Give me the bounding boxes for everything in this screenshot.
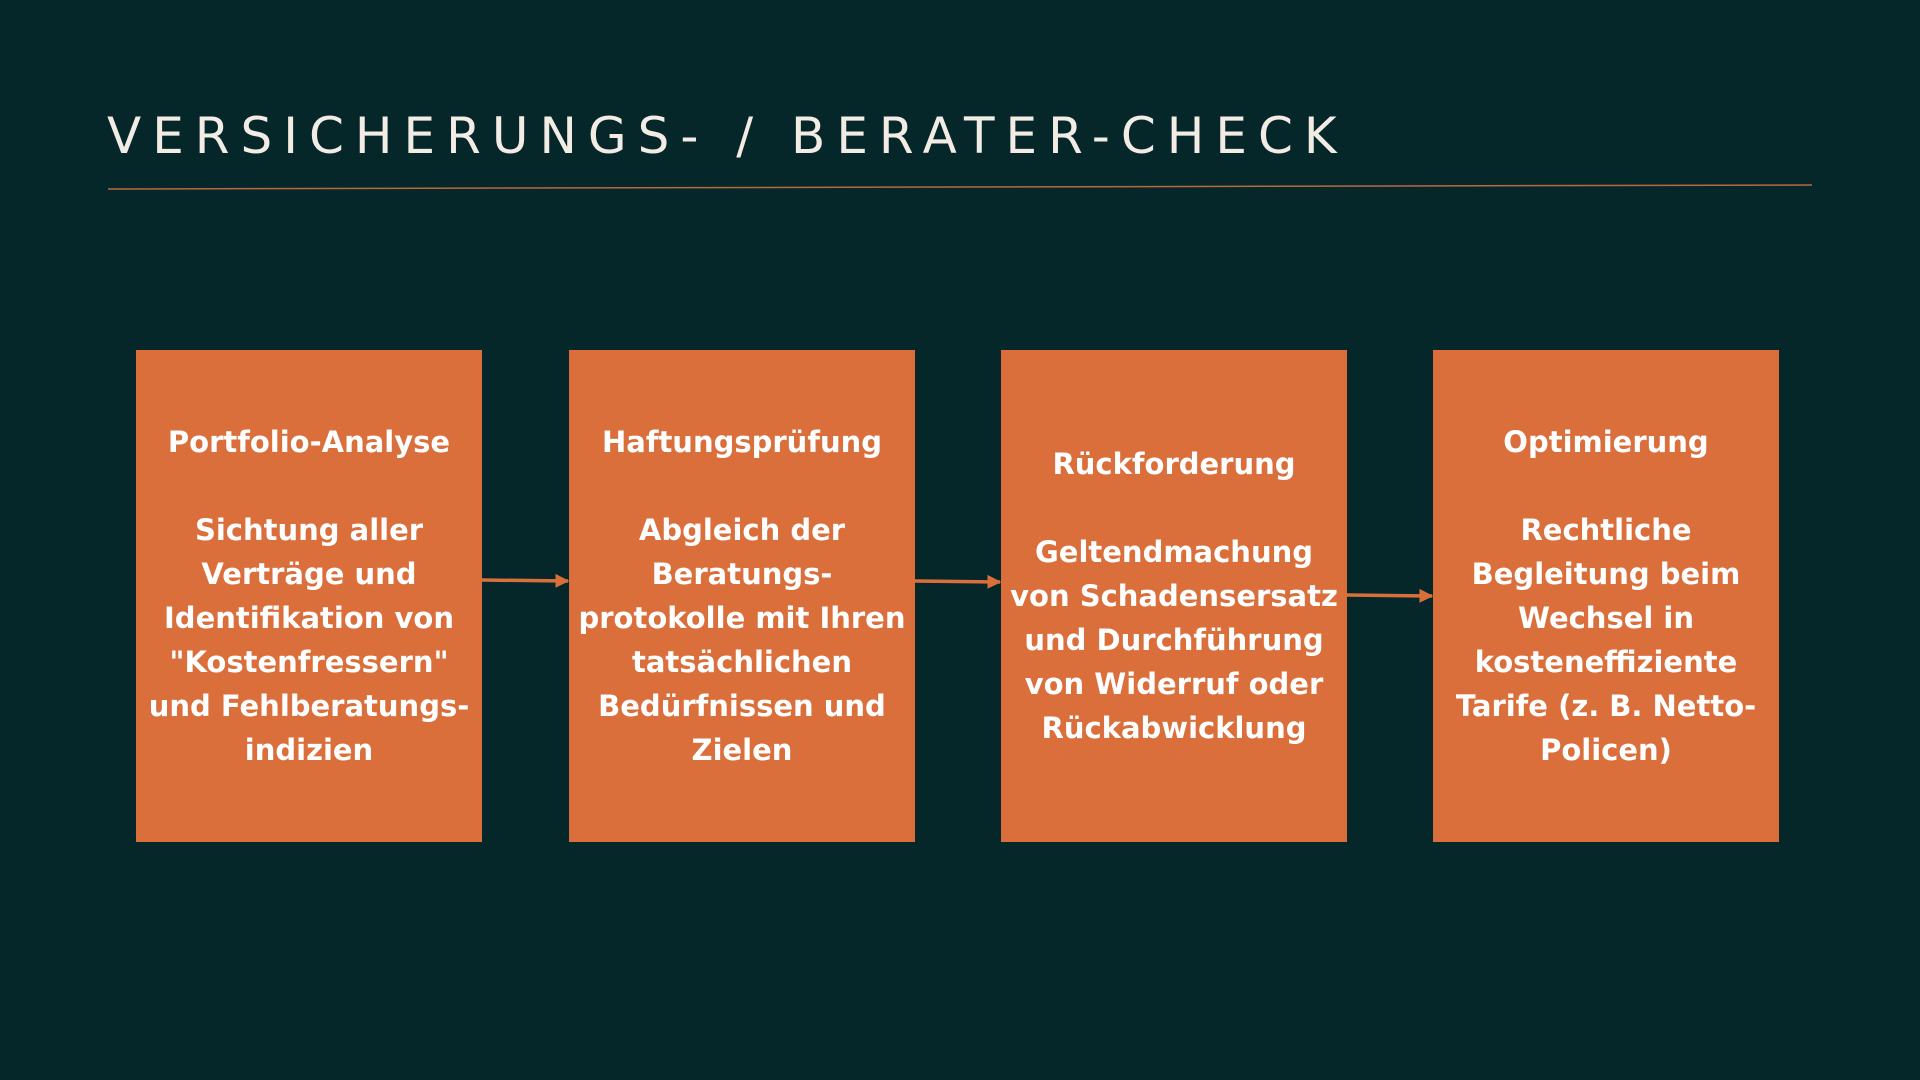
step-title: Rückforderung — [1052, 447, 1296, 481]
step-box-haftungspruefung — [569, 350, 915, 842]
step-box-portfolio-analyse — [136, 350, 482, 842]
step-description: Rechtliche Begleitung beim Wechsel in kosteneffiziente Tarife (z. B. Netto-Policen) — [1455, 513, 1757, 767]
arrow-3-to-4 — [1347, 595, 1432, 596]
step-title: Portfolio-Analyse — [167, 425, 451, 459]
step-description: Geltendmachung von Schadensersatz und Durchführung von Widerruf oder Rückabwicklung — [1010, 535, 1338, 745]
step-description: Abgleich der Beratungs-protokolle mit Ihren tatsächlichen Bedürfnissen und Zielen — [578, 513, 906, 767]
slide-title: VERSICHERUNGS- / BERATER-CHECK — [107, 107, 1348, 165]
step-description: Sichtung aller Verträge und Identifikation von "Kostenfressern" und Fehlberatungs-indizien — [148, 513, 470, 767]
step-title: Haftungsprüfung — [601, 425, 882, 459]
arrow-2-to-3 — [915, 581, 1000, 582]
step-box-rueckforderung — [1001, 350, 1347, 842]
step-box-optimierung — [1433, 350, 1779, 842]
arrow-1-to-2 — [482, 580, 568, 581]
step-title: Optimierung — [1503, 425, 1709, 459]
